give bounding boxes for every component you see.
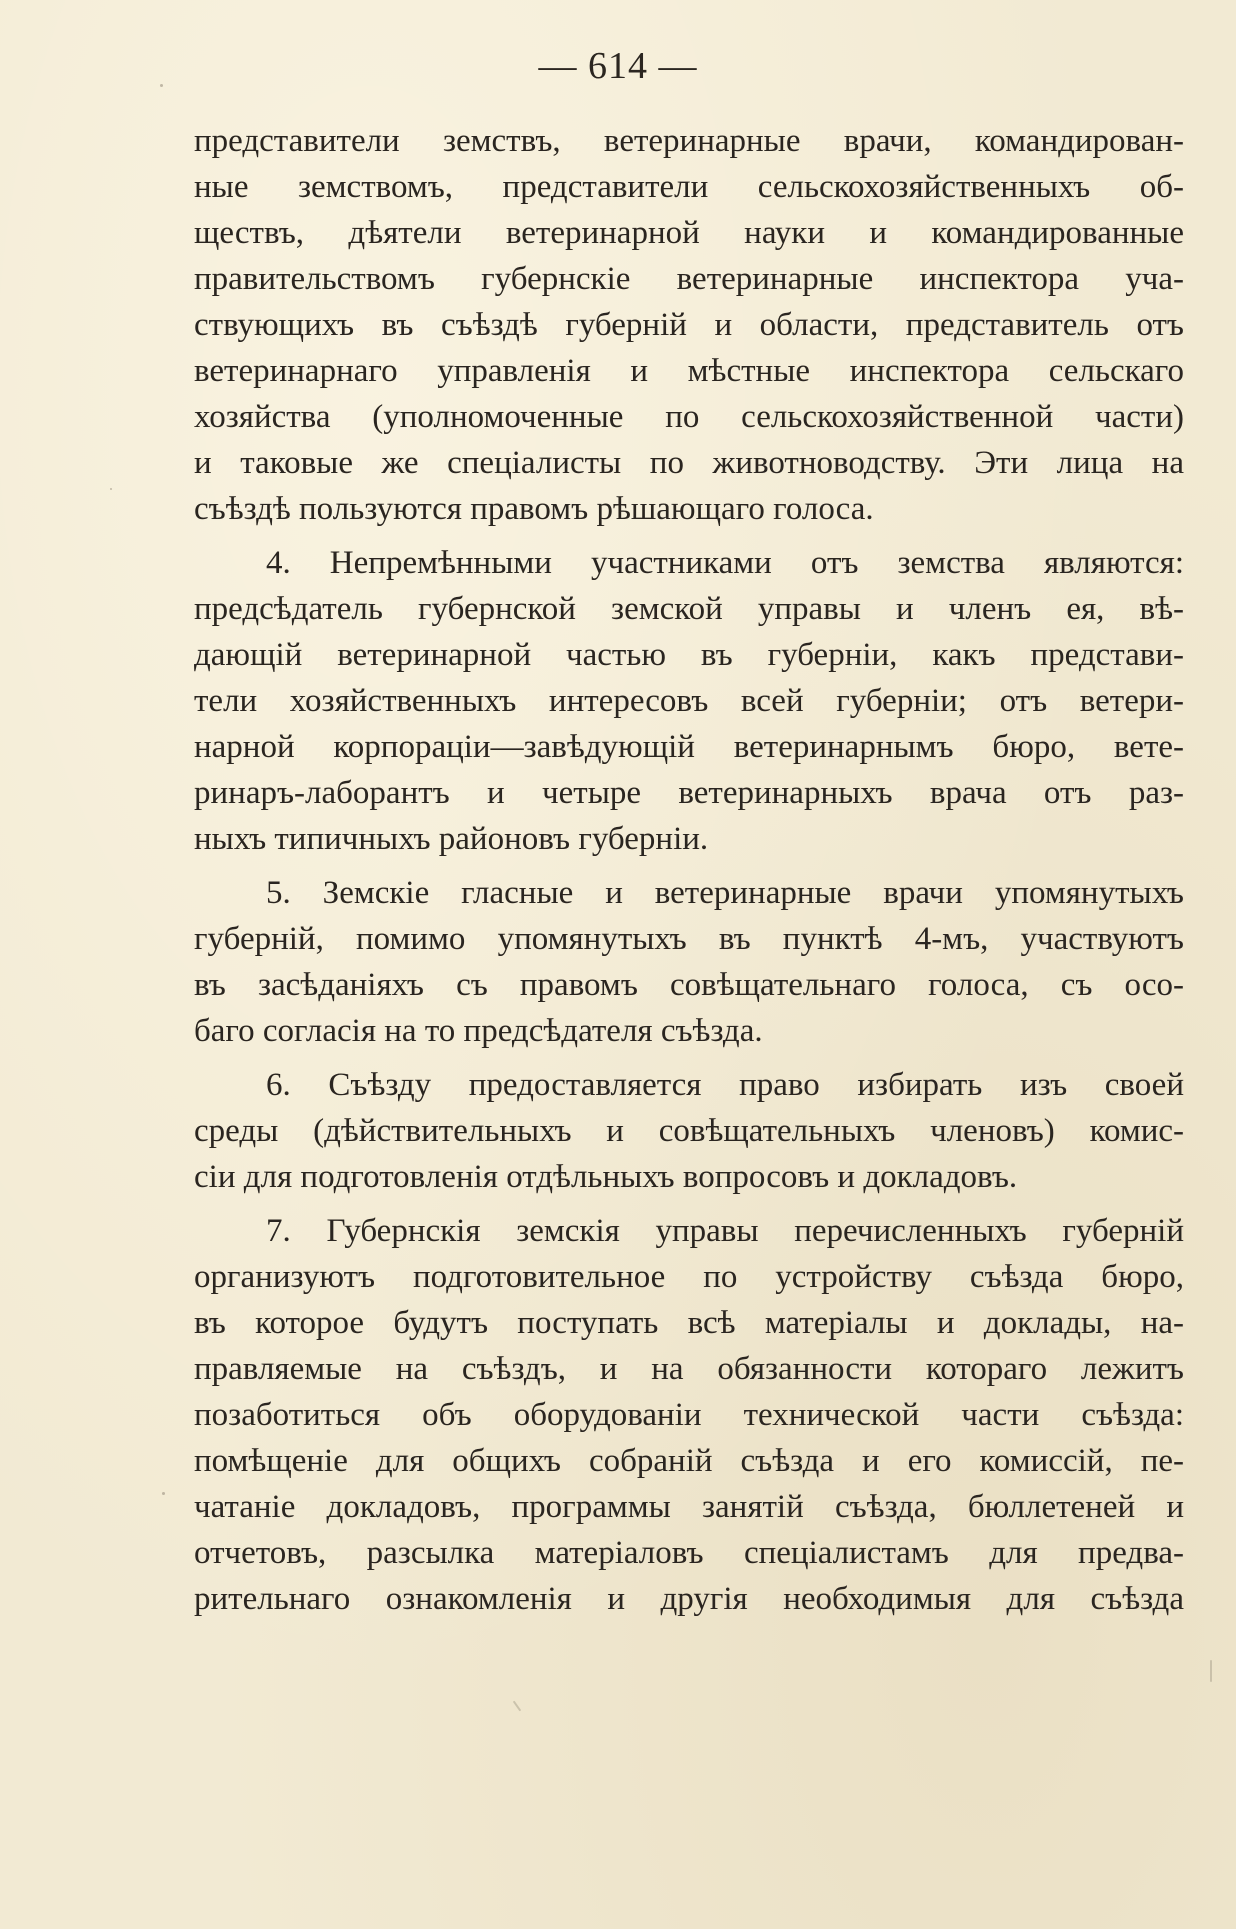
paragraph-continuation [194,118,1184,532]
text-line: 4. Непремѣнными участниками отъ земства являются: [266,545,1184,581]
paper-speck [1210,1660,1212,1682]
text-line: баго согласія на то предсѣдателя съѣзда. [194,1013,763,1049]
paragraph-item-5 [194,870,1184,1054]
text-line: правляемые на съѣздъ, и на обязанности котораго лежитъ [194,1351,1184,1387]
paper-speck [110,488,112,490]
text-line: съѣздѣ пользуются правомъ рѣшающаго голоса. [194,491,874,527]
text-line: 7. Губернскія земскія управы перечисленныхъ губерній [266,1213,1184,1249]
page-number: — 614 — [538,45,698,87]
text-line: ществъ, дѣятели ветеринарной науки и командированные [194,215,1184,251]
text-line: помѣщеніе для общихъ собраній съѣзда и его комиссій, пе- [194,1443,1184,1479]
text-line: нарной корпораціи—завѣдующій ветеринарнымъ бюро, вете- [194,729,1184,765]
text-line: отчетовъ, разсылка матеріаловъ спеціалистамъ для предва- [194,1535,1184,1571]
text-line: представители земствъ, ветеринарные врачи, командирован- [194,123,1184,159]
paragraph-item-6 [194,1062,1184,1200]
text-line: сіи для подготовленія отдѣльныхъ вопросовъ и докладовъ. [194,1159,1018,1195]
paper-speck [162,1492,165,1495]
paragraph-item-4 [194,540,1184,862]
text-line: дающій ветеринарной частью въ губерніи, какъ представи- [194,637,1184,673]
paper-speck [160,84,163,87]
text-line: рительнаго ознакомленія и другія необходимыя для съѣзда [194,1581,1184,1617]
text-line: 6. Съѣзду предоставляется право избирать изъ своей [266,1067,1184,1103]
text-line: и таковые же спеціалисты по животноводству. Эти лица на [194,445,1184,481]
text-line: въ засѣданіяхъ съ правомъ совѣщательнаго голоса, съ осо- [194,967,1184,1003]
paper-speck [513,1701,522,1712]
text-line: чатаніе докладовъ, программы занятій съѣзда, бюллетеней и [194,1489,1184,1525]
text-line: въ которое будутъ поступать всѣ матеріалы и доклады, на- [194,1305,1184,1341]
text-line: губерній, помимо упомянутыхъ въ пунктѣ 4-мъ, участвуютъ [194,921,1184,957]
body-text [194,118,1184,1630]
text-line: правительствомъ губернскіе ветеринарные инспектора уча- [194,261,1184,297]
text-line: ные земствомъ, представители сельскохозяйственныхъ об- [194,169,1184,205]
text-line: ствующихъ въ съѣздѣ губерній и области, представитель отъ [194,307,1184,343]
text-line: ринаръ-лаборантъ и четыре ветеринарныхъ врача отъ раз- [194,775,1184,811]
text-line: 5. Земскіе гласные и ветеринарные врачи упомянутыхъ [266,875,1184,911]
text-line: тели хозяйственныхъ интересовъ всей губерніи; отъ ветери- [194,683,1184,719]
text-line: ныхъ типичныхъ районовъ губерніи. [194,821,709,857]
text-line: организуютъ подготовительное по устройству съѣзда бюро, [194,1259,1184,1295]
text-line: среды (дѣйствительныхъ и совѣщательныхъ членовъ) комис- [194,1113,1184,1149]
text-line: ветеринарнаго управленія и мѣстные инспектора сельскаго [194,353,1184,389]
text-line: позаботиться объ оборудованіи технической части съѣзда: [194,1397,1184,1433]
text-line: хозяйства (уполномоченные по сельскохозяйственной части) [194,399,1184,435]
paragraph-item-7 [194,1208,1184,1622]
text-line: предсѣдатель губернской земской управы и членъ ея, вѣ- [194,591,1184,627]
